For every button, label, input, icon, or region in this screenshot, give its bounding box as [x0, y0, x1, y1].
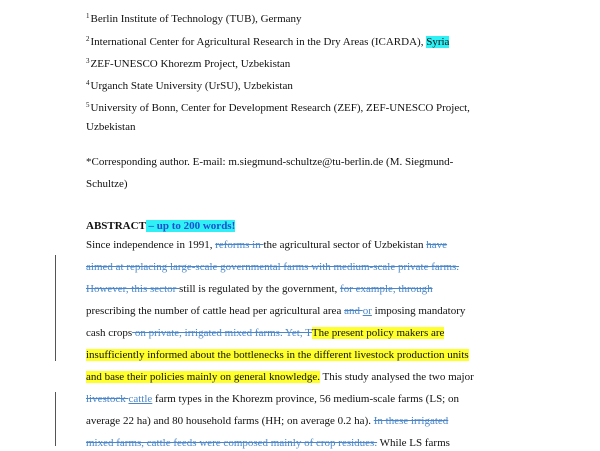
word-limit-note: – up to 200 words! [145, 220, 236, 232]
affiliation-5: $^5$University of Bonn, Center for Development Research (ZEF), ZEF-UNESCO Project, [86, 101, 470, 114]
abstract-line-2: aimed at replacing large-scale governmental farms with medium-scale private farms. [86, 261, 460, 273]
abstract-line-7: and base their policies mainly on general knowledge. This study analysed the two major [86, 371, 474, 383]
affiliation-5-cont: Uzbekistan [86, 121, 136, 133]
change-bar [55, 392, 56, 446]
abstract-line-4: prescribing the number of cattle head per agricultural area and or imposing mandatory [86, 305, 466, 317]
abstract-line-9: average 22 ha) and 80 household farms (HH; on average 0.2 ha). In these irrigated [86, 415, 449, 427]
abstract-line-6: insufficiently informed about the bottlenecks in the different livestock production units [86, 349, 469, 361]
corresponding-author: *Corresponding author. E-mail: m.siegmund-schultze@tu-berlin.de (M. Siegmund- [86, 156, 454, 168]
abstract-heading: ABSTRACT – up to 200 words! [86, 220, 236, 232]
abstract-line-10: mixed farms, cattle feeds were composed mainly of crop residues. While LS farms [86, 437, 450, 449]
abstract-line-3: However, this sector still is regulated by the government, for example, through [86, 283, 433, 295]
affiliation-4: $^4$Urganch State University (UrSU), Uzbekistan [86, 79, 293, 92]
affiliation-1: $^1$Berlin Institute of Technology (TUB), Germany [86, 12, 302, 25]
affiliation-3: $^3$ZEF-UNESCO Khorezm Project, Uzbekistan [86, 57, 291, 70]
corresponding-author-cont: Schultze) [86, 178, 128, 190]
abstract-line-8: livestock cattle farm types in the Khorezm province, 56 medium-scale farms (LS; on [86, 393, 459, 405]
change-bar [55, 255, 56, 361]
affiliation-2: $^2$International Center for Agricultural Research in the Dry Areas (ICARDA), Syria [86, 35, 450, 48]
abstract-line-1: Since independence in 1991, reforms in the agricultural sector of Uzbekistan have [86, 239, 448, 251]
highlighted-country: Syria [426, 36, 450, 48]
abstract-line-5: cash crops on private, irrigated mixed farms. Yet, TThe present policy makers are [86, 327, 445, 339]
